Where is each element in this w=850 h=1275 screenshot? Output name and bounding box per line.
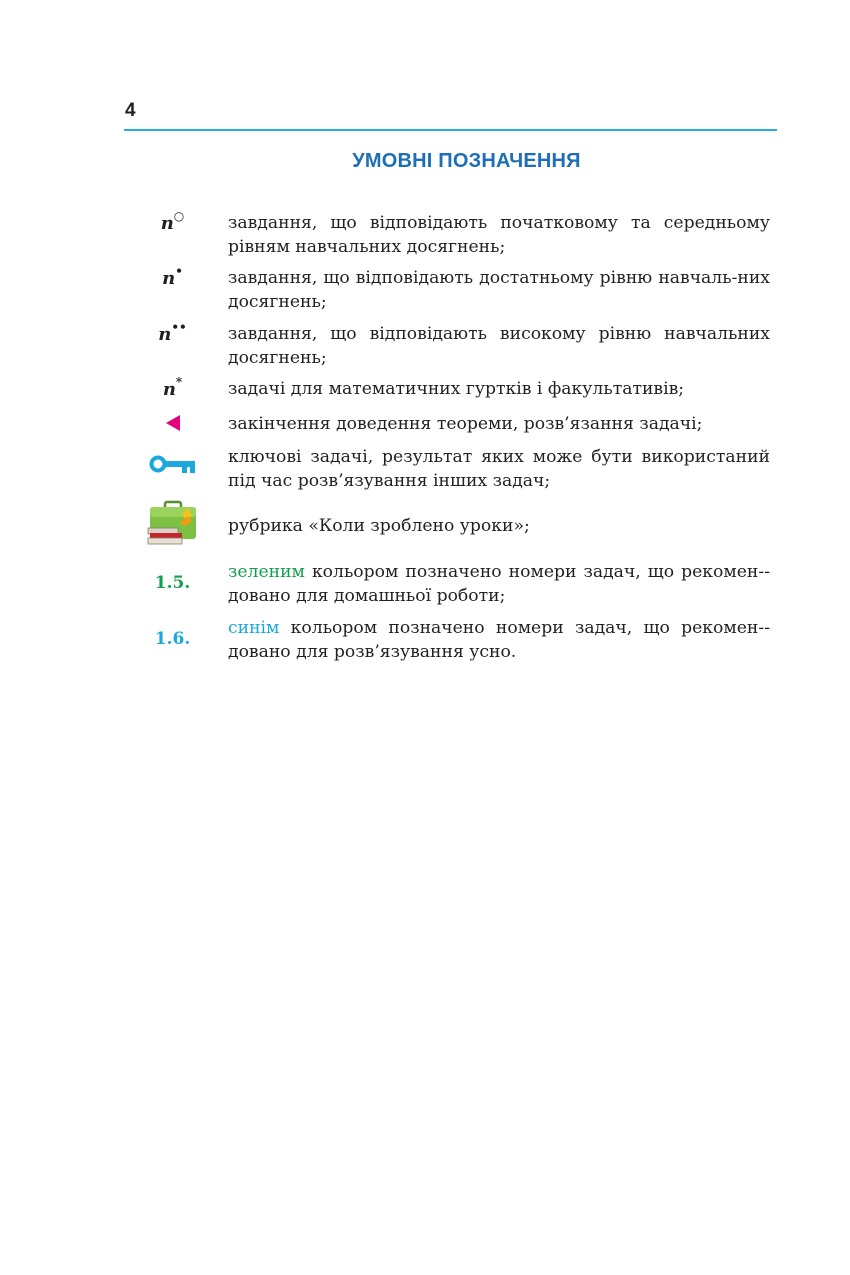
legend-description: зеленим кольором позначено номери задач, що рекомен-довано для домашньої роботи; (228, 562, 770, 606)
legend-description: синім кольором позначено номери задач, що рекомен-довано для розв’язування усно. (228, 618, 770, 662)
legend-description: закінчення доведення теореми, розв’язання задачі; (228, 414, 703, 434)
legend-description: ключові задачі, результат яких може бути використаний під час розв’язування інших задач; (228, 447, 770, 491)
key-icon (125, 453, 220, 480)
legend-description: завдання, що відповідають достатньому рівню навчаль-них досягнень; (228, 268, 770, 312)
legend-description: рубрика «Коли зроблено уроки»; (228, 516, 530, 536)
symbol-n-circle: n○ (160, 209, 185, 234)
green-word: зеленим (228, 562, 305, 582)
books-briefcase-icon (125, 500, 220, 551)
symbol-n-asterisk: n* (162, 375, 183, 400)
symbol-n-dot: n• (162, 264, 183, 289)
symbol-n-two-dots: n•• (158, 320, 187, 345)
blue-task-number: 1.6. (154, 629, 191, 649)
page-number: 4 (125, 100, 136, 121)
page-title: УМОВНІ ПОЗНАЧЕННЯ (352, 150, 581, 172)
green-task-number: 1.5. (154, 573, 191, 593)
legend-description: завдання, що відповідають високому рівню навчальних досягнень; (228, 324, 770, 368)
end-of-proof-triangle-icon (125, 414, 220, 437)
legend-description: задачі для математичних гуртків і факультативів; (228, 379, 685, 399)
header-rule (124, 129, 777, 131)
blue-word: синім (228, 618, 280, 638)
legend-description: завдання, що відповідають початковому та середньому рівням навчальних досягнень; (228, 213, 770, 257)
